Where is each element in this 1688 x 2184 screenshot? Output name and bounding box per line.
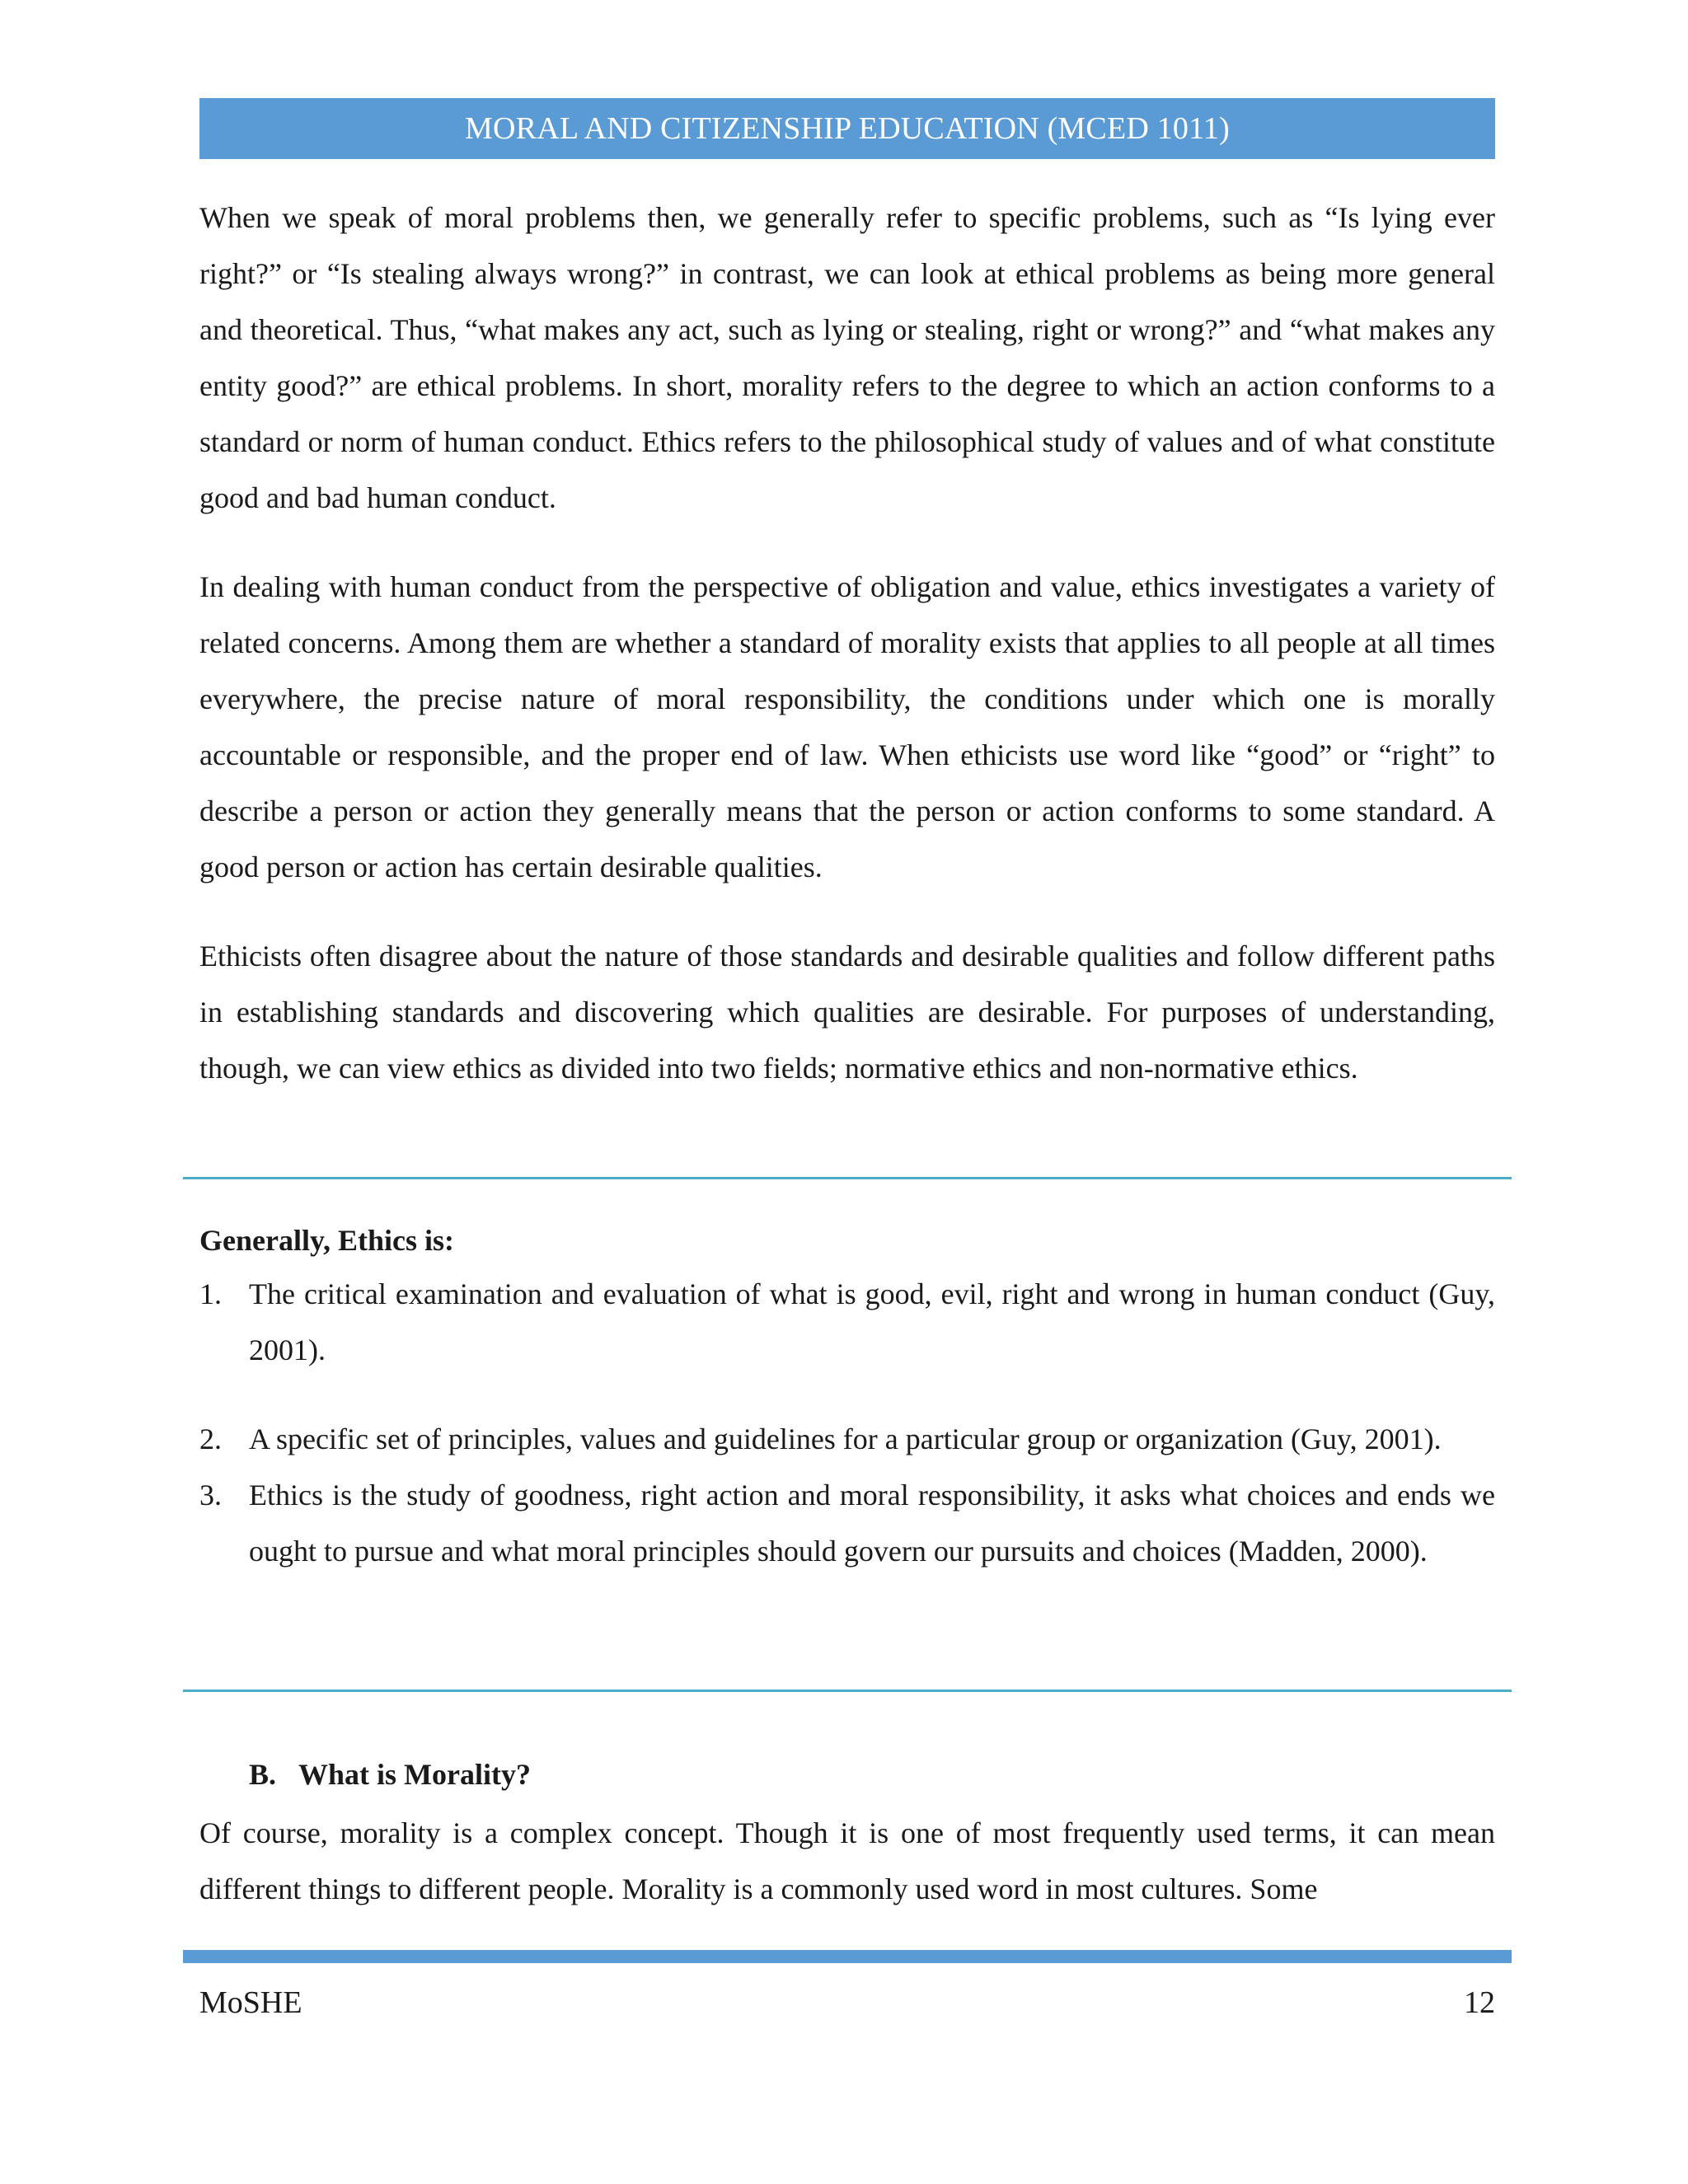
paragraph-2: In dealing with human conduct from the perspective of obligation and value, ethics investigates a variety of related concerns. Among them are whether a standard of morality exists that applies to all people at all times everywhere, the precise nature of moral responsibility, the conditions under which one is morally accountable or responsible, and the proper end of law. When ethicists use word like “good” or “right” to describe a person or action they generally means that the person or action conforms to some standard. A good person or action has certain desirable qualities. bbox=[199, 570, 1495, 883]
box-top-rule bbox=[183, 1177, 1512, 1179]
page-header-title: MORAL AND CITIZENSHIP EDUCATION (MCED 1011) bbox=[465, 111, 1230, 146]
section-heading bbox=[249, 1752, 1495, 1797]
ethics-definition-box bbox=[199, 1218, 1495, 1579]
list-text: Ethics is the study of goodness, right action and moral responsibility, it asks what choices and ends we ought to pursue and what moral principles should govern our pursuits and choices (Madden, 2000). bbox=[249, 1479, 1495, 1568]
list-item bbox=[199, 1411, 1495, 1467]
page-number: 12 bbox=[1464, 1985, 1495, 2020]
footer-publisher: MoSHE bbox=[199, 1985, 302, 2020]
section-letter: B. bbox=[249, 1758, 277, 1791]
paragraph-1: When we speak of moral problems then, we generally refer to specific problems, such as “Is lying ever right?” or “Is stealing always wrong?” in contrast, we can look at ethical problems as being more general and theoretical. Thus, “what makes any act, such as lying or stealing, right or wrong?” and “what makes any entity good?” are ethical problems. In short, morality refers to the degree to which an action conforms to a standard or norm of human conduct. Ethics refers to the philosophical study of values and of what constitute good and bad human conduct. bbox=[199, 201, 1495, 514]
list-text: The critical examination and evaluation of what is good, evil, right and wrong in human conduct (Guy, 2001). bbox=[249, 1277, 1495, 1366]
box-bottom-rule bbox=[183, 1690, 1512, 1692]
list-text: A specific set of principles, values and guidelines for a particular group or organization (Guy, 2001). bbox=[249, 1422, 1442, 1455]
section-title: What is Morality? bbox=[298, 1758, 531, 1791]
footer-bar bbox=[183, 1950, 1512, 1963]
section-what-is-morality bbox=[199, 1752, 1495, 1950]
header-band bbox=[199, 98, 1495, 159]
paragraph-3: Ethicists often disagree about the nature of those standards and desirable qualities and follow different paths in establishing standards and discovering which qualities are desirable. For purposes of understanding, though, we can view ethics as divided into two fields; normative ethics and non-normative ethics. bbox=[199, 940, 1495, 1085]
box-heading: Generally, Ethics is: bbox=[199, 1224, 454, 1257]
list-item bbox=[199, 1266, 1495, 1378]
list-number: 1. bbox=[199, 1277, 222, 1310]
list-number: 2. bbox=[199, 1422, 222, 1455]
section-paragraph: Of course, morality is a complex concept. Though it is one of most frequently used terms, it can mean different things to different people. Morality is a commonly used word in most cultures. Some bbox=[199, 1816, 1495, 1905]
list-number: 3. bbox=[199, 1479, 222, 1511]
list-item bbox=[199, 1467, 1495, 1579]
body-text bbox=[199, 190, 1495, 1129]
